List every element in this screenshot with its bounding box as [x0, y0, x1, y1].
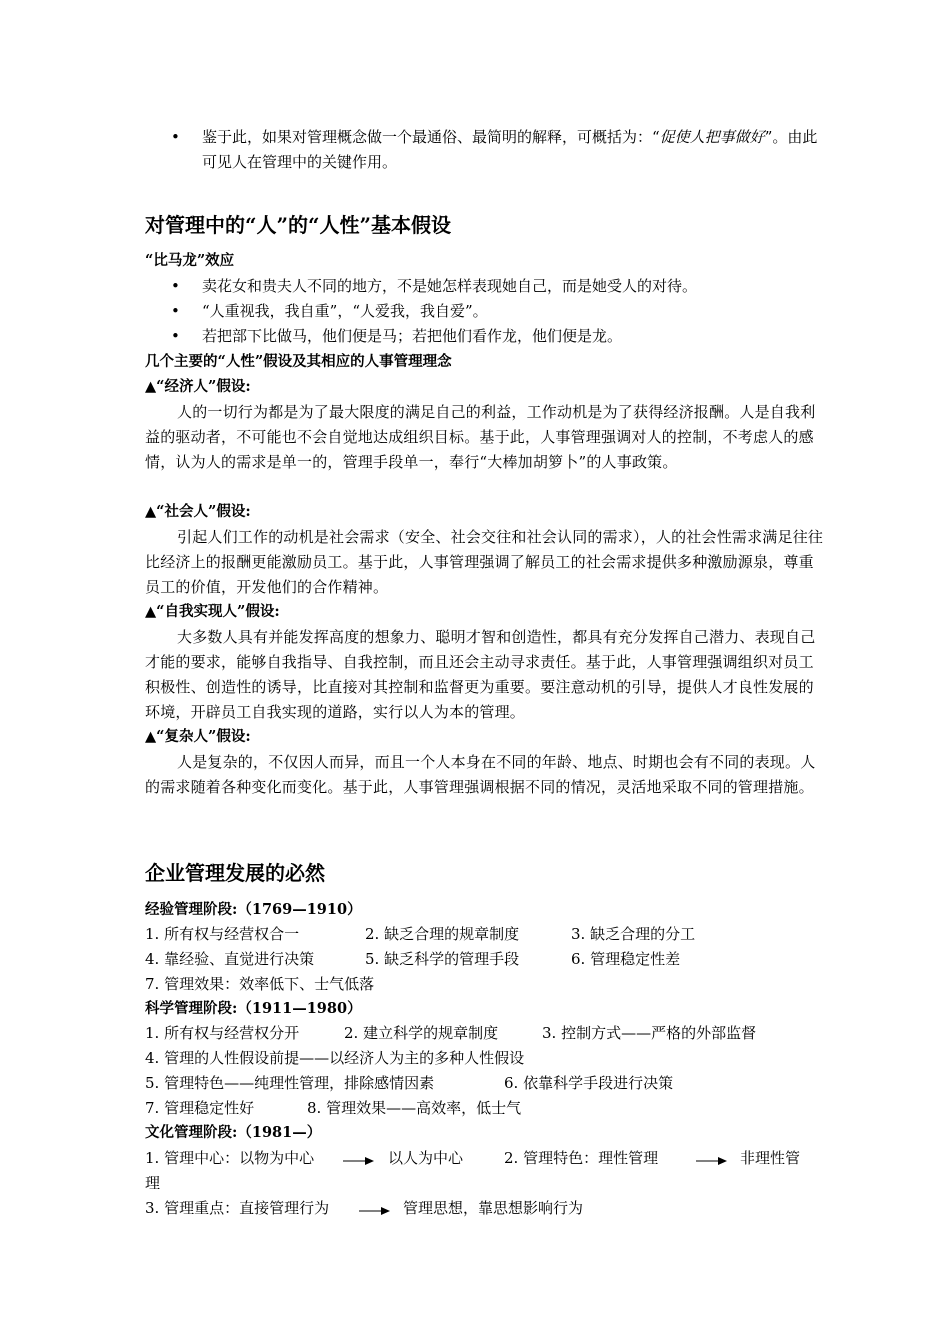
- arrow-right-icon: [696, 1156, 728, 1166]
- list-item: 2. 建立科学的规章制度: [344, 1024, 499, 1042]
- bullet-marker: •: [171, 128, 180, 146]
- list-item: • 卖花女和贵夫人不同的地方，不是她怎样表现她自己，而是她受人的对待。: [171, 274, 821, 299]
- list-item: 2. 管理特色：理性管理: [504, 1149, 659, 1167]
- stage3-row1: [145, 1146, 825, 1170]
- bullet-marker: •: [171, 302, 180, 320]
- list-item: 以人为中心: [388, 1149, 464, 1167]
- stage3-row3: [145, 1196, 825, 1220]
- stage1-row2: [145, 947, 825, 971]
- economic-man-heading: ▲“经济人”假设:: [145, 378, 251, 395]
- section-title-management-development: 企业管理发展的必然: [145, 861, 325, 885]
- list-item: 4. 靠经验、直觉进行决策: [145, 950, 315, 968]
- intro-italic: 促使人把事做好: [659, 128, 765, 146]
- stage2-row4: [145, 1096, 825, 1120]
- list-item: 1. 管理中心：以物为中心: [145, 1149, 315, 1167]
- list-item: 6. 管理稳定性差: [571, 950, 681, 968]
- list-item: 8. 管理效果——高效率，低士气: [307, 1099, 522, 1117]
- bullet-marker: •: [171, 327, 180, 345]
- stage1-row1: [145, 922, 825, 946]
- complex-man-heading: ▲“复杂人”假设:: [145, 728, 251, 745]
- self-actualizing-man-text: 大多数人具有并能发挥高度的想象力、聪明才智和创造性，都具有充分发挥自己潜力、表现自己才能的要求，能够自我指导、自我控制，而且还会主动寻求责任。基于此，人事管理强调组织对员工积极性、创造性的诱导，比直接对其控制和监督更为重要。要注意动机的引导，提供人才良性发展的环境，开辟员工自我实现的道路，实行以人为本的管理。: [145, 628, 816, 721]
- social-man-heading: ▲“社会人”假设:: [145, 503, 251, 520]
- section-title-human-nature: 对管理中的“人”的“人性”基本假设: [145, 213, 452, 237]
- complex-man-text: 人是复杂的，不仅因人而异，而且一个人本身在不同的年龄、地点、时期也会有不同的表现。人的需求随着各种变化而变化。基于此，人事管理强调根据不同的情况，灵活地采取不同的管理措施。: [145, 753, 816, 796]
- list-item: 7. 管理稳定性好: [145, 1099, 255, 1117]
- list-item: 理: [145, 1174, 161, 1192]
- bullet-marker: •: [171, 277, 180, 295]
- list-item: 5. 管理特色——纯理性管理，排除感情因素: [145, 1074, 435, 1092]
- stage1-heading: 经验管理阶段:（1769—1910）: [145, 901, 362, 918]
- intro-bullet: [171, 125, 821, 175]
- list-item: 5. 缺乏科学的管理手段: [365, 950, 520, 968]
- list-item: 2. 缺乏合理的规章制度: [365, 925, 520, 943]
- arrow-right-icon: [343, 1156, 375, 1166]
- list-item: • “人重视我，我自重”，“人爱我，我自爱”。: [171, 299, 821, 324]
- list-item: 非理性管: [740, 1149, 801, 1167]
- stage2-row3: [145, 1071, 825, 1095]
- stage3-heading: 文化管理阶段:（1981—）: [145, 1124, 322, 1141]
- list-item: 1. 所有权与经营权分开: [145, 1024, 300, 1042]
- stage2-heading: 科学管理阶段:（1911—1980）: [145, 1000, 362, 1017]
- social-man-text: 引起人们工作的动机是社会需求（安全、社会交往和社会认同的需求），人的社会性需求满足往往比经济上的报酬更能激励员工。基于此，人事管理强调了解员工的社会需求提供多种激励源泉，尊重员工的价值，开发他们的合作精神。: [145, 528, 824, 596]
- list-item: 管理思想，靠思想影响行为: [403, 1199, 584, 1217]
- economic-man-text: 人的一切行为都是为了最大限度的满足自己的利益，工作动机是为了获得经济报酬。人是自我利益的驱动者，不可能也不会自觉地达成组织目标。基于此，人事管理强调对人的控制，不考虑人的感情，认为人的需求是单一的，管理手段单一，奉行“大棒加胡箩卜”的人事政策。: [145, 403, 816, 471]
- intro-suffix: ”。由此可见人在管理中的关键作用。: [202, 128, 818, 171]
- self-actualizing-man-heading: ▲“自我实现人”假设:: [145, 603, 280, 620]
- list-item: 3. 缺乏合理的分工: [571, 925, 696, 943]
- intro-prefix: 鉴于此，如果对管理概念做一个最通俗、最简明的解释，可概括为：“: [202, 128, 660, 146]
- list-item: 1. 所有权与经营权合一: [145, 925, 300, 943]
- list-item: 3. 控制方式——严格的外部监督: [542, 1024, 757, 1042]
- arrow-right-icon: [359, 1206, 391, 1216]
- list-item: • 若把部下比做马，他们便是马；若把他们看作龙，他们便是龙。: [171, 324, 821, 349]
- list-item: 7. 管理效果：效率低下、士气低落: [145, 975, 375, 993]
- list-item: 4. 管理的人性假设前提——以经济人为主的多种人性假设: [145, 1049, 525, 1067]
- pygmalion-heading: “比马龙”效应: [145, 252, 235, 269]
- list-item: 6. 依靠科学手段进行决策: [504, 1074, 674, 1092]
- stage2-row1: [145, 1021, 825, 1045]
- assumptions-subheading: 几个主要的“人性”假设及其相应的人事管理理念: [145, 353, 452, 370]
- list-item: 3. 管理重点：直接管理行为: [145, 1199, 330, 1217]
